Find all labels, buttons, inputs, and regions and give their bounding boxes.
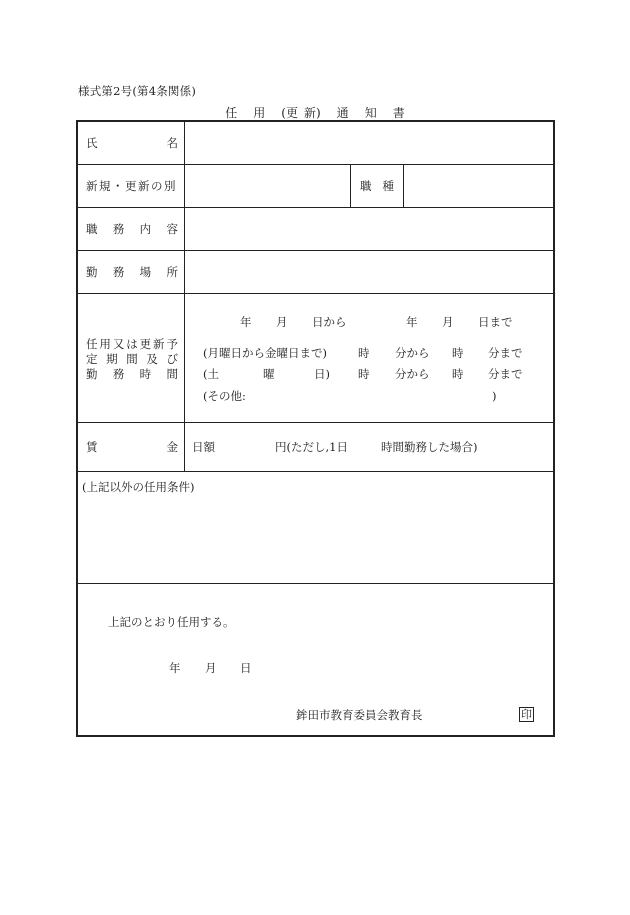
column-divider	[403, 164, 404, 207]
weekday-end-minute: 分まで	[488, 346, 523, 360]
form-reference: 様式第2号(第4条関係)	[78, 84, 197, 98]
title-char: 知	[364, 106, 377, 120]
saturday-start-minute: 分から	[395, 367, 430, 381]
weekday-end-hour: 時	[452, 346, 464, 360]
saturday-end-minute: 分まで	[488, 367, 523, 381]
saturday-label-mid: 曜	[263, 367, 275, 381]
new-or-renewal-label: 新規・更新の別	[86, 179, 177, 193]
row-divider	[78, 164, 553, 165]
start-year: 年	[240, 315, 252, 329]
other-conditions-label: (上記以外の任用条件)	[82, 480, 195, 494]
saturday-label-close: 日)	[314, 367, 330, 381]
duties-label: 職 務 内 容	[86, 222, 178, 236]
form-title	[0, 104, 630, 121]
row-divider	[78, 293, 553, 294]
title-char: (更	[281, 106, 298, 120]
row-divider	[78, 583, 553, 584]
title-char: 任	[225, 106, 238, 120]
start-day: 日から	[312, 315, 347, 329]
period-label-line-2: 定 期 間 及 び	[86, 352, 178, 366]
column-divider	[350, 164, 351, 207]
notice-day: 日	[240, 661, 252, 675]
weekday-label: (月曜日から金曜日まで)	[203, 346, 327, 360]
appointment-statement: 上記のとおり任用する。	[108, 615, 235, 629]
workplace-label: 勤 務 場 所	[86, 265, 178, 279]
row-divider	[78, 207, 553, 208]
name-label: 氏 名	[86, 136, 178, 150]
job-type-field[interactable]	[407, 167, 553, 205]
daily-wage-label: 日額	[192, 440, 215, 454]
start-month: 月	[276, 315, 288, 329]
new-or-renewal-field[interactable]	[188, 210, 348, 248]
notice-year: 年	[169, 661, 181, 675]
name-field[interactable]	[188, 167, 348, 205]
title-char: 用	[253, 106, 266, 120]
weekday-start-minute: 分から	[395, 346, 430, 360]
issuer-name: 鉾田市教育委員会教育長	[296, 708, 423, 722]
saturday-end-hour: 時	[452, 367, 464, 381]
end-month: 月	[442, 315, 454, 329]
saturday-label-open: (土	[203, 367, 219, 381]
end-year: 年	[406, 315, 418, 329]
notice-form	[76, 120, 555, 737]
title-char: 通	[336, 106, 349, 120]
other-close-paren: )	[492, 389, 497, 403]
seal-stamp: 印	[521, 708, 532, 721]
notice-month: 月	[205, 661, 217, 675]
period-label-line-3: 勤 務 時 間	[86, 367, 178, 381]
job-type-label: 職 種	[360, 179, 394, 193]
wage-hours-label: 時間勤務した場合)	[381, 440, 478, 454]
end-day: 日まで	[478, 315, 513, 329]
period-label-line-1: 任 用 又 は 更 新 予	[86, 337, 178, 351]
row-divider	[78, 471, 553, 472]
row-divider	[78, 250, 553, 251]
weekday-start-hour: 時	[358, 346, 370, 360]
title-char: 新)	[303, 106, 321, 120]
wage-label: 賃 金	[86, 440, 178, 454]
title-char: 書	[392, 106, 405, 120]
label-column-divider	[184, 122, 185, 471]
wage-yen-label: 円(ただし,1日	[275, 440, 348, 454]
saturday-start-hour: 時	[358, 367, 370, 381]
other-label: (その他:	[203, 389, 246, 403]
row-divider	[78, 422, 553, 423]
